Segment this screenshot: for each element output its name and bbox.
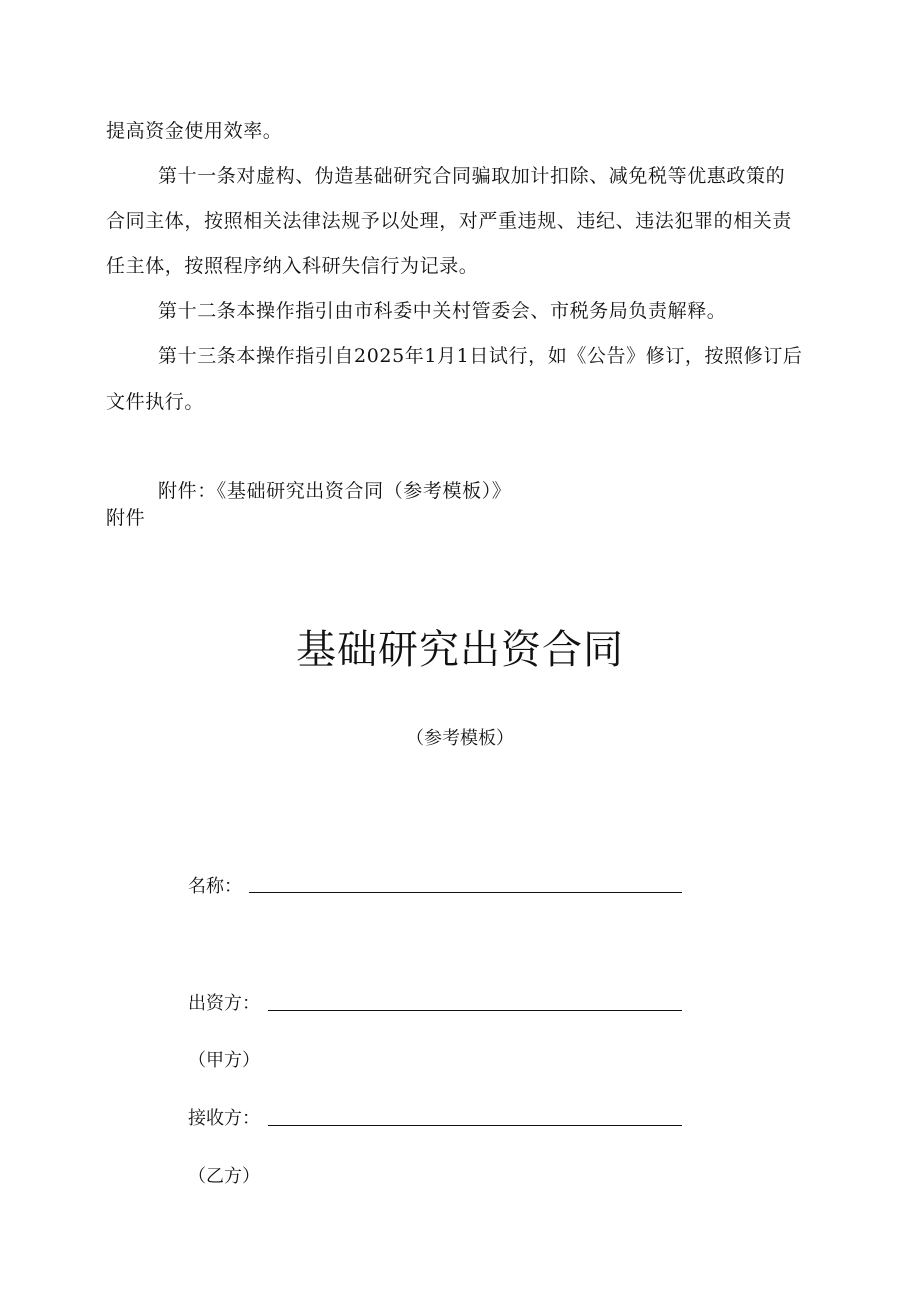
contract-subtitle: （参考模板） <box>406 728 514 749</box>
body-line-1: 提高资金使用效率。 <box>106 120 283 142</box>
funder-label: 出资方： <box>188 993 260 1014</box>
recipient-party-label: （乙方） <box>188 1166 260 1187</box>
recipient-label: 接收方： <box>188 1108 260 1129</box>
article-13-line-1: 第十三条本操作指引自2025年1月1日试行，如《公告》修订，按照修订后 <box>158 345 803 367</box>
article-12-line: 第十二条本操作指引由市科委中关村管委会、市税务局负责解释。 <box>158 300 727 322</box>
article-11-line-2: 合同主体，按照相关法律法规予以处理，对严重违规、违纪、违法犯罪的相关责 <box>106 210 793 232</box>
article-13-line-2: 文件执行。 <box>106 391 205 413</box>
attachment-note: 附件：《基础研究出资合同（参考模板）》 <box>158 480 512 502</box>
name-label: 名称： <box>188 876 242 897</box>
article-11-line-1: 第十一条对虚构、伪造基础研究合同骗取加计扣除、减免税等优惠政策的 <box>158 165 786 187</box>
contract-title: 基础研究出资合同 <box>296 627 624 673</box>
funder-party-label: （甲方） <box>188 1050 260 1071</box>
funder-underline <box>268 1010 682 1011</box>
attachment-label: 附件 <box>106 507 146 529</box>
name-underline <box>249 892 682 893</box>
recipient-underline <box>268 1125 682 1126</box>
article-11-line-3: 任主体，按照程序纳入科研失信行为记录。 <box>106 255 479 277</box>
